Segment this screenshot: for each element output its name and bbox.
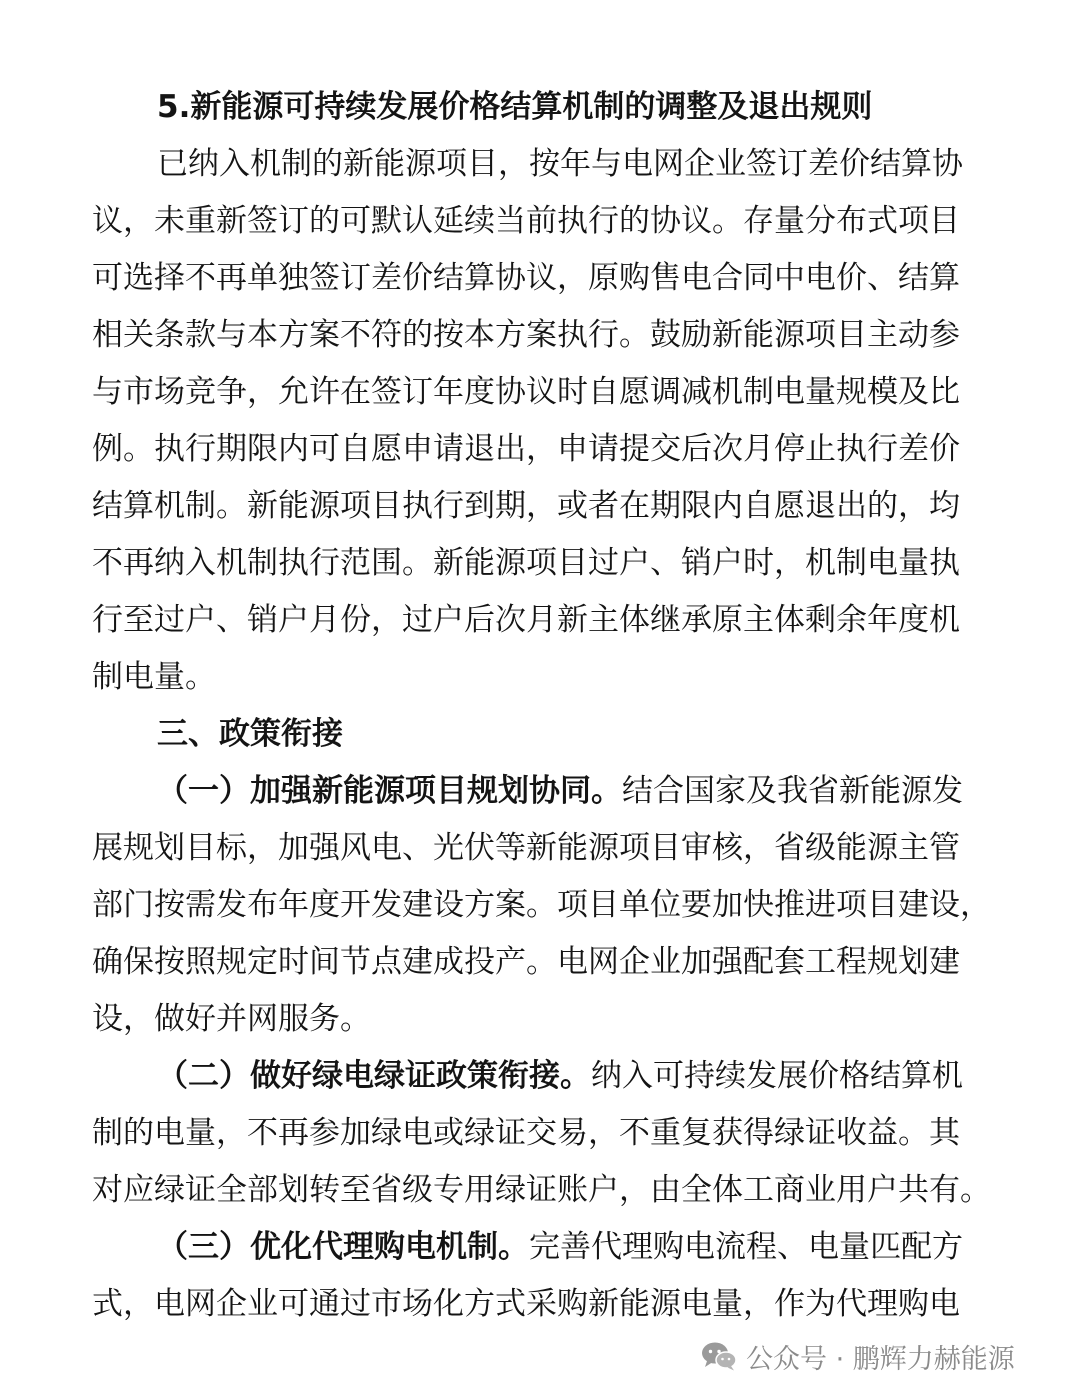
sub3-title: （三）优化代理购电机制。 (157, 1229, 529, 1265)
sub3-first-line-rest: 完善代理购电流程、电量匹配方 (529, 1229, 963, 1265)
paragraph-1-line-1: 已纳入机制的新能源项目，按年与电网企业签订差价结算协 (157, 146, 963, 182)
watermark-text: 公众号 · 鹏辉力赫能源 (746, 1343, 1015, 1375)
sub2-line-2: 制的电量，不再参加绿电或绿证交易，不重复获得绿证收益。其 (92, 1115, 960, 1151)
sub2-title: （二）做好绿电绿证政策衔接。 (157, 1058, 591, 1094)
sub1-line-2: 展规划目标，加强风电、光伏等新能源项目审核，省级能源主管 (92, 830, 960, 866)
sub1-first-line (157, 766, 987, 816)
paragraph-1-line-8: 不再纳入机制执行范围。新能源项目过户、销户时，机制电量执 (92, 545, 960, 581)
heading-5: 5.新能源可持续发展价格结算机制的调整及退出规则 (157, 89, 873, 125)
paragraph-1-line-7: 结算机制。新能源项目执行到期，或者在期限内自愿退出的，均 (92, 488, 960, 524)
sub1-line-5: 设，做好并网服务。 (92, 1001, 371, 1037)
paragraph-1-line-10: 制电量。 (92, 659, 216, 695)
section-3-heading: 三、政策衔接 (157, 716, 343, 752)
sub1-title: （一）加强新能源项目规划协同。 (157, 773, 622, 809)
paragraph-1-line-4: 相关条款与本方案不符的按本方案执行。鼓励新能源项目主动参 (92, 317, 960, 353)
watermark (700, 1338, 1015, 1374)
sub1-line-3: 部门按需发布年度开发建设方案。项目单位要加快推进项目建设， (92, 887, 991, 923)
paragraph-1-line-9: 行至过户、销户月份，过户后次月新主体继承原主体剩余年度机 (92, 602, 960, 638)
paragraph-1-line-2: 议，未重新签订的可默认延续当前执行的协议。存量分布式项目 (92, 203, 960, 239)
paragraph-1-line-3: 可选择不再单独签订差价结算协议，原购售电合同中电价、结算 (92, 260, 960, 296)
wechat-icon (700, 1340, 738, 1372)
sub2-first-line (157, 1051, 987, 1101)
sub2-first-line-rest: 纳入可持续发展价格结算机 (591, 1058, 963, 1094)
sub3-line-2: 式，电网企业可通过市场化方式采购新能源电量，作为代理购电 (92, 1286, 960, 1322)
sub3-first-line (157, 1222, 987, 1272)
sub2-line-3: 对应绿证全部划转至省级专用绿证账户，由全体工商业用户共有。 (92, 1172, 991, 1208)
paragraph-1-line-6: 例。执行期限内可自愿申请退出，申请提交后次月停止执行差价 (92, 431, 960, 467)
sub1-first-line-rest: 结合国家及我省新能源发 (622, 773, 963, 809)
paragraph-1-line-5: 与市场竞争，允许在签订年度协议时自愿调减机制电量规模及比 (92, 374, 960, 410)
sub1-line-4: 确保按照规定时间节点建成投产。电网企业加强配套工程规划建 (92, 944, 960, 980)
